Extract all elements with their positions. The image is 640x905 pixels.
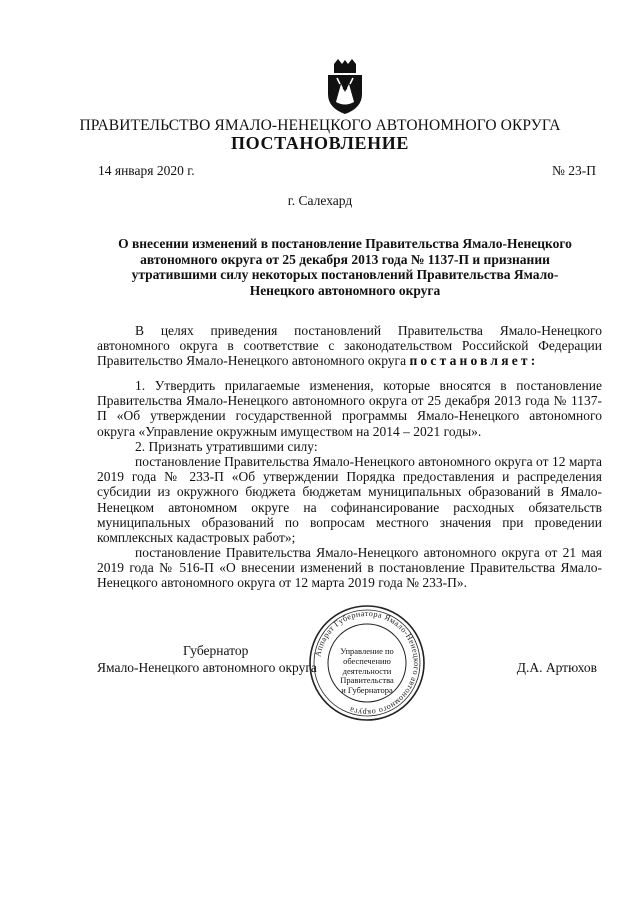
- document-title: О внесении изменений в постановление Правительства Ямало-Ненецкого автономного округа от 25 декабря 2013 года № 1137-П и признании утратившими силу некоторых постановлений Правительства Ямало-Ненецкого автономного округа: [118, 236, 572, 298]
- coat-of-arms-icon: [322, 58, 368, 116]
- preamble-text: В целях приведения постановлений Правительства Ямало-Ненецкого автономного округа в соответствие с законодательством Российской Федерации Правительство Ямало-Ненецкого автономного округа: [97, 323, 602, 369]
- item-2a-paragraph: постановление Правительства Ямало-Ненецкого автономного округа от 12 марта 2019 года № 233-П «Об утверждении Порядка предоставления и распределения субсидии из окружного бюджета бюджетам муниципальных образований в Ямало-Ненецком автономном округе на софинансирование расходных обязательств муниципальных образований по вопросам местного значения при проведении комплексных кадастровых работ»;: [97, 454, 602, 546]
- document-number: № 23-П: [551, 163, 596, 178]
- stamp-inner-line: Правительства: [340, 675, 394, 686]
- signatory-role-line1: Губернатор: [183, 643, 249, 658]
- signatory-role-line2: Ямало-Ненецкого автономного округа: [97, 660, 317, 675]
- stamp-inner-line: Управление по: [340, 646, 394, 656]
- item-1-paragraph: 1. Утвердить прилагаемые изменения, которые вносятся в постановление Правительства Ямало-Ненецкого автономного округа от 25 декабря 2013 года № 1137-П «Об утверждении государственной программы Ямало-Ненецкого автономного округа «Управление окружным имуществом на 2014 – 2021 годы».: [97, 378, 602, 439]
- signatory-name: Д.А. Артюхов: [516, 660, 597, 675]
- stamp-inner-line: деятельности: [342, 665, 392, 676]
- item-2-paragraph: 2. Признать утратившими силу:: [135, 439, 318, 454]
- stamp-outer-text: Аппарат Губернатора Ямало-Ненецкого автономного округа: [313, 608, 422, 718]
- stamp-inner-line: обеспечению: [343, 655, 391, 666]
- government-name: ПРАВИТЕЛЬСТВО ЯМАЛО-НЕНЕЦКОГО АВТОНОМНОГО ОКРУГА: [79, 117, 561, 134]
- item-2b-paragraph: постановление Правительства Ямало-Ненецкого автономного округа от 21 мая 2019 года № 516-П «О внесении изменений в постановление Правительства Ямало-Ненецкого автономного округа от 12 марта 2019 года № 233-П».: [97, 545, 602, 591]
- document-type: ПОСТАНОВЛЕНИЕ: [231, 133, 409, 153]
- document-city: г. Салехард: [287, 193, 353, 208]
- document-date: 14 января 2020 г.: [98, 163, 195, 178]
- stamp-inner-text: [312, 647, 422, 696]
- stamp-inner-line: и Губернатора: [341, 685, 393, 696]
- preamble-paragraph: [97, 323, 602, 369]
- resolves-word: постановляет:: [409, 353, 539, 369]
